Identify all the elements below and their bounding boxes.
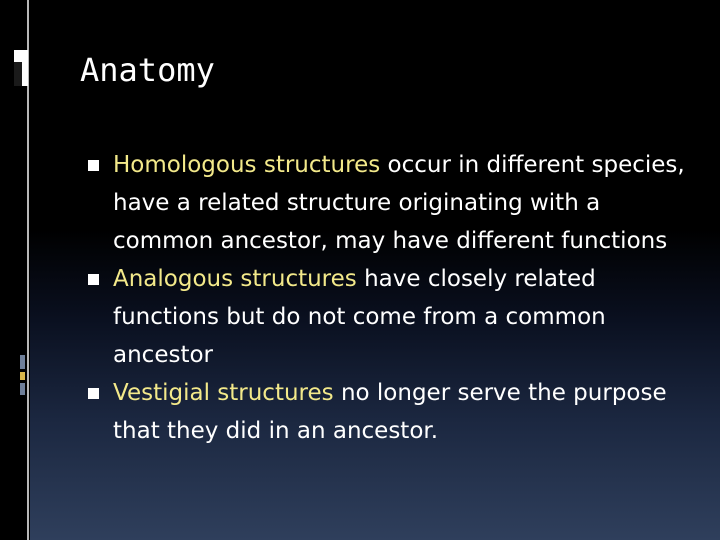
left-accent-blue-top xyxy=(20,355,25,369)
bullet-term-vestigial: Vestigial structures xyxy=(113,380,334,406)
bullet-text-analogous: have closely related functions but do not come from a common ancestor xyxy=(113,266,606,368)
bullet-item-vestigial xyxy=(88,374,688,450)
slide-title: Anatomy xyxy=(80,51,215,89)
bullet-text-vestigial: no longer serve the purpose that they did in an ancestor. xyxy=(113,380,667,444)
square-bullet-icon xyxy=(88,388,99,399)
title-marker-inner xyxy=(14,62,22,86)
bullet-list xyxy=(88,146,688,450)
square-bullet-icon xyxy=(88,160,99,171)
bullet-text-homologous: occur in different species, have a related structure originating with a common ancestor, may have different functions xyxy=(113,152,685,254)
left-accent-blue-bottom xyxy=(20,383,25,395)
bullet-item-analogous xyxy=(88,260,688,374)
bullet-item-homologous xyxy=(88,146,688,260)
bullet-term-analogous: Analogous structures xyxy=(113,266,357,292)
left-accent-gold xyxy=(20,372,25,380)
square-bullet-icon xyxy=(88,274,99,285)
bullet-term-homologous: Homologous structures xyxy=(113,152,381,178)
